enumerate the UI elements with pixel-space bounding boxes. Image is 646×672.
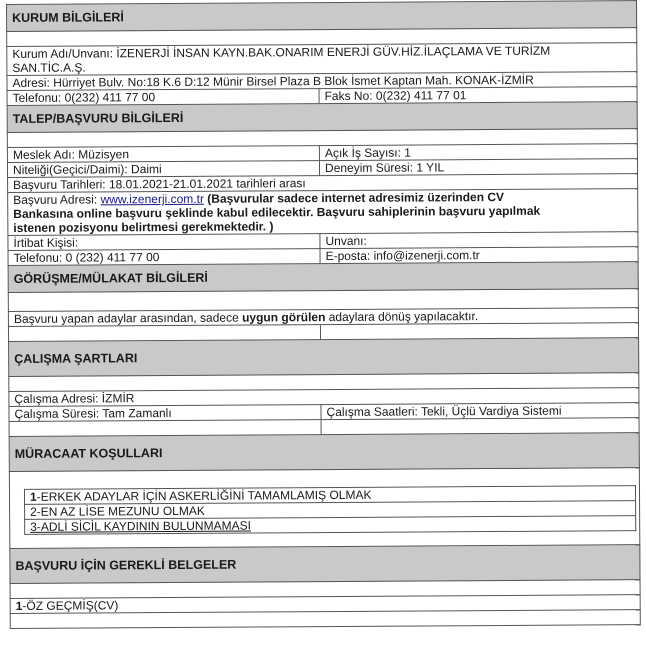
irtibat-kisisi: İrtibat Kişisi: (8, 234, 320, 251)
section-header-calisma: ÇALIŞMA ŞARTLARI (9, 338, 639, 377)
section-header-talep: TALEP/BAŞVURU BİLGİLERİ (7, 102, 637, 133)
document-page (6, 0, 640, 672)
kurum-name (7, 43, 637, 76)
unvani: Unvanı: (320, 232, 638, 249)
kurum-phone: Telefonu: 0(232) 411 77 00 (7, 89, 319, 106)
basvuru-note-3: istenen pozisyonu belirtmesi gerekmektedir. ) (13, 219, 274, 235)
gorusme-text: Başvuru yapan adaylar arasından, sadece uygun görülen adaylara dönüş yapılacaktır. (8, 308, 638, 327)
calisma-adresi: Çalışma Adresi: İZMİR (9, 388, 639, 407)
basvuru-tarihleri: Başvuru Tarihleri: 18.01.2021-21.01.2021 tarihleri arası (8, 174, 638, 193)
kurum-fax: Faks No: 0(232) 411 77 01 (319, 87, 637, 104)
section-header-kurum: KURUM BİLGİLERİ (7, 1, 637, 32)
calisma-saatleri: Çalışma Saatleri: Tekli, Üçlü Vardiya Sistemi (321, 403, 639, 420)
kurum-name-line1: Kurum Adı/Unvanı: İZENERJİ İNSAN KAYN.BAK.ONARIM ENERJİ GÜV.HİZ.İLAÇLAMA VE TURİZM (12, 43, 551, 61)
niteligi: Niteliği(Geçici/Daimi): Daimi (7, 161, 319, 178)
kurum-name-line2: SAN.TİC.A.Ş. (12, 60, 86, 75)
basvuru-adresi-label: Başvuru Adresi: (13, 192, 101, 207)
calisma-suresi: Çalışma Süresi: Tam Zamanlı (9, 405, 321, 422)
deneyim-suresi: Deneyim Süresi: 1 YIL (319, 159, 637, 176)
website-link[interactable]: www.izenerji.com.tr (100, 191, 204, 207)
form-table (6, 0, 641, 629)
section-header-gorusme: GÖRÜŞME/MÜLAKAT BİLGİLERİ (8, 262, 638, 293)
muracaat-item: 2-EN AZ LİSE MEZUNU OLMAK (25, 501, 636, 520)
talep-eposta: E-posta: info@izenerji.com.tr (320, 247, 638, 264)
belge-item: 1-ÖZ GEÇMİŞ(CV) (10, 595, 640, 614)
basvuru-adresi (8, 189, 638, 236)
basvuru-note-1: (Başvurular sadece internet adresimiz üzerinden CV (203, 189, 505, 206)
section-header-muracaat: MÜRACAAT KOŞULLARI (9, 433, 639, 472)
basvuru-note-2: Bankasına online başvuru şeklinde kabul edilecektir. Başvuru sahiplerinin başvuru yapılmak (13, 203, 541, 221)
kurum-address: Adresi: Hürriyet Bulv. No:18 K.6 D:12 Münir Birsel Plaza B Blok İsmet Kaptan Mah. KONAK-İZMİR (7, 72, 637, 91)
muracaat-item: 1-ERKEK ADAYLAR İÇİN ASKERLİĞİNİ TAMAMLAMIŞ OLMAK (24, 486, 635, 505)
talep-telefon: Telefonu: 0 (232) 411 77 00 (8, 249, 320, 266)
muracaat-list (24, 485, 636, 535)
muracaat-item: 3-ADLİ SİCİL KAYDININ BULUNMAMASI (25, 516, 636, 535)
meslek-adi: Meslek Adı: Müzisyen (7, 146, 319, 163)
acik-is-sayisi: Açık İş Sayısı: 1 (319, 144, 637, 161)
section-header-belgeler: BAŞVURU İÇİN GEREKLİ BELGELER (10, 545, 640, 584)
